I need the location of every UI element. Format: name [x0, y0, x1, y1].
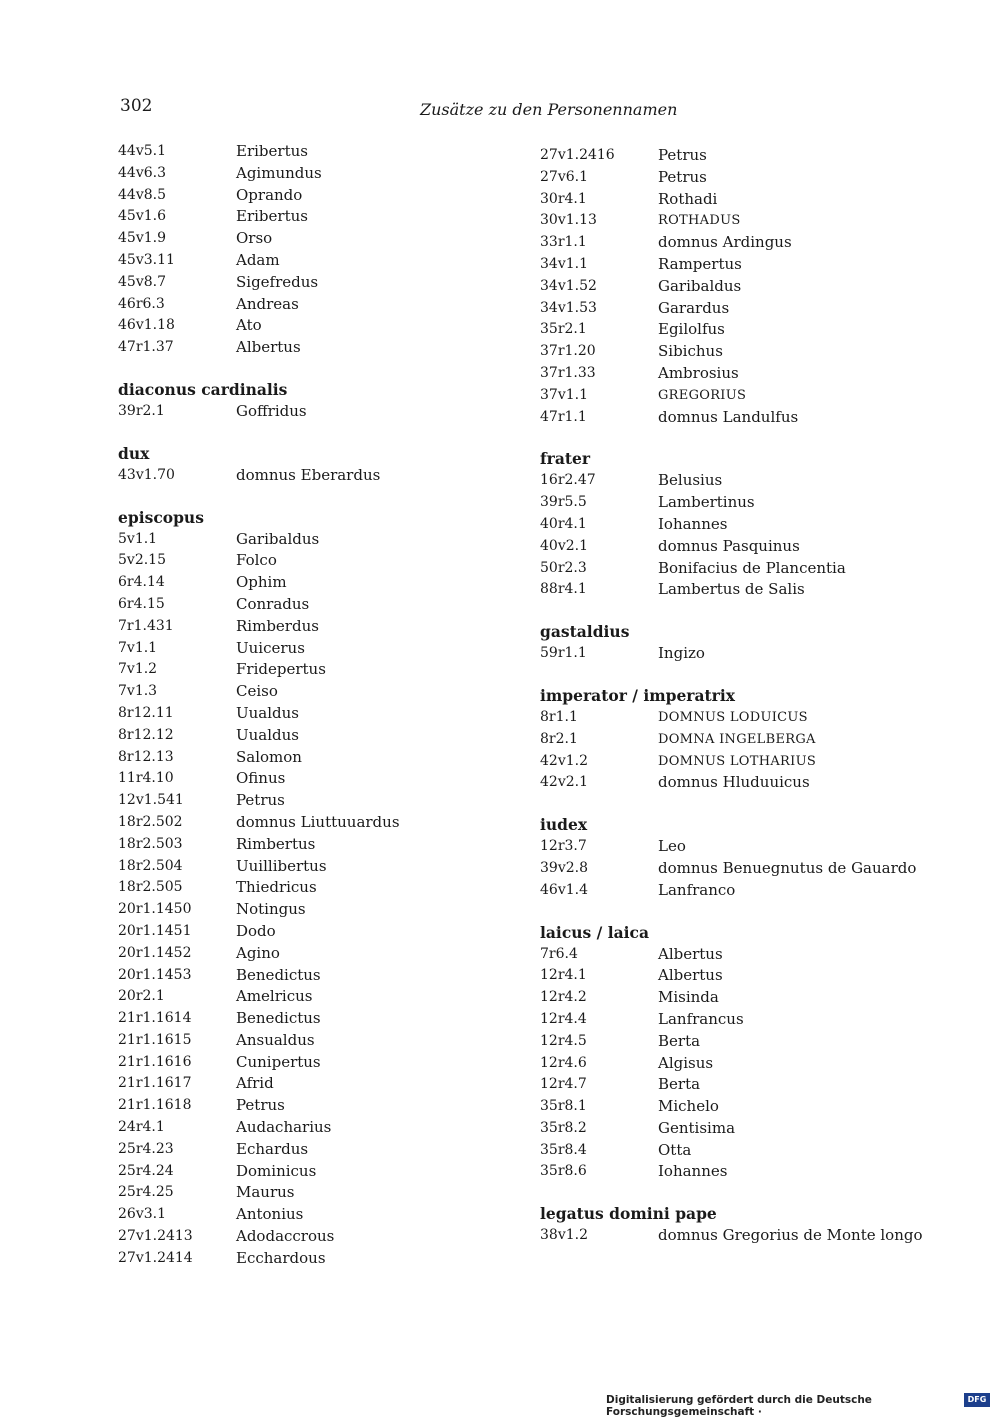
index-entry	[540, 407, 940, 429]
entry-reference: 8r12.13	[118, 748, 174, 765]
index-entry	[118, 1030, 518, 1052]
entry-reference: 27v1.2416	[540, 147, 615, 163]
entry-name: Conradus	[236, 594, 310, 613]
entry-name: Iohannes	[658, 1162, 728, 1181]
entry-name: Maurus	[236, 1183, 295, 1202]
entry-reference: 18r2.503	[118, 835, 183, 852]
index-entry	[118, 228, 518, 250]
entry-reference: 37r1.33	[540, 364, 596, 381]
entry-reference: 20r1.1451	[118, 922, 192, 939]
index-entry	[118, 1226, 518, 1248]
entry-name: Lanfranco	[658, 880, 736, 899]
index-entry	[118, 1204, 518, 1226]
entry-name: Adodaccrous	[236, 1227, 335, 1246]
entry-reference: 12r4.2	[540, 989, 587, 1006]
entry-reference: 24r4.1	[118, 1119, 165, 1136]
index-entry	[118, 681, 518, 703]
entry-reference: 21r1.1616	[118, 1053, 192, 1070]
entry-reference: 47r1.37	[118, 339, 174, 356]
entry-name: Cunipertus	[236, 1052, 321, 1071]
index-entry	[540, 1009, 940, 1031]
index-entry	[118, 943, 518, 965]
entry-name: Sigefredus	[236, 272, 319, 291]
entry-reference: 12r4.5	[540, 1032, 587, 1049]
entry-reference: 12v1.541	[118, 792, 184, 809]
index-entry	[118, 899, 518, 921]
entry-reference: 45v8.7	[118, 273, 166, 290]
entry-name: Eribertus	[236, 142, 308, 160]
index-entry	[118, 550, 518, 572]
entry-name: Garardus	[658, 298, 730, 317]
entry-reference: 30v1.13	[540, 212, 597, 229]
entry-name: DOMNUS LODUICUS	[658, 709, 808, 725]
index-group	[540, 814, 940, 901]
index-group	[540, 448, 940, 601]
entry-name: Echardus	[236, 1139, 309, 1158]
entry-name: Dominicus	[236, 1161, 317, 1180]
entry-name: Iohannes	[658, 514, 728, 533]
group-heading: laicus / laica	[540, 922, 650, 942]
entry-name: Andreas	[236, 294, 299, 313]
entry-name: Ophim	[236, 573, 287, 592]
entry-name: Uuicerus	[236, 638, 305, 657]
index-entry	[540, 363, 940, 385]
index-entry	[118, 315, 518, 337]
index-entry	[118, 768, 518, 790]
running-title: Zusätze zu den Personennamen	[420, 100, 678, 119]
entry-reference: 39r5.5	[540, 494, 587, 511]
index-entry	[118, 1248, 518, 1270]
entry-name: Petrus	[658, 146, 707, 164]
index-entry	[540, 492, 940, 514]
index-entry	[540, 210, 940, 232]
left-column	[118, 141, 518, 1270]
entry-reference: 40r4.1	[540, 515, 587, 532]
entry-name: Ecchardous	[236, 1248, 326, 1267]
entry-reference: 11r4.10	[118, 770, 174, 787]
entry-name: Garibaldus	[658, 276, 742, 295]
entry-reference: 37r1.20	[540, 343, 596, 360]
index-entry	[540, 470, 940, 492]
entry-reference: 16r2.47	[540, 472, 596, 489]
page-number: 302	[120, 96, 153, 116]
entry-reference: 8r12.12	[118, 726, 174, 743]
entry-name: Ambrosius	[658, 363, 739, 382]
entry-name: Ansualdus	[236, 1030, 315, 1049]
entry-name: Uualdus	[236, 725, 300, 744]
entry-name: DOMNA INGELBERGA	[658, 731, 816, 747]
index-entry	[118, 594, 518, 616]
index-entry	[540, 145, 940, 167]
entry-name: Albertus	[658, 944, 723, 963]
index-entry	[540, 558, 940, 580]
entry-reference: 5v2.15	[118, 552, 166, 569]
entry-reference: 42v1.2	[540, 752, 588, 769]
entry-reference: 8r2.1	[540, 730, 578, 747]
index-entry	[540, 858, 940, 880]
entry-reference: 39v2.8	[540, 859, 588, 876]
entry-reference: 12r4.4	[540, 1010, 587, 1027]
group-heading: dux	[118, 443, 150, 463]
index-entry	[118, 272, 518, 294]
entry-name: Gentisima	[658, 1118, 736, 1137]
index-entry	[118, 812, 518, 834]
index-entry	[540, 729, 940, 751]
entry-name: domnus Hluduuicus	[658, 773, 810, 792]
entry-name: Orso	[236, 229, 273, 248]
entry-reference: 5v1.1	[118, 530, 158, 547]
entry-name: Bonifacius de Plancentia	[658, 558, 846, 577]
entry-name: Berta	[658, 1075, 701, 1094]
entry-reference: 37v1.1	[540, 386, 588, 403]
entry-name: Uualdus	[236, 703, 300, 722]
entry-reference: 7r1.431	[118, 617, 174, 634]
entry-reference: 20r1.1450	[118, 901, 192, 918]
entry-reference: 25r4.25	[118, 1184, 174, 1201]
index-group	[540, 621, 940, 665]
entry-reference: 20r1.1452	[118, 944, 192, 961]
index-entry	[118, 1139, 518, 1161]
entry-reference: 18r2.504	[118, 857, 183, 874]
entry-name: Agino	[236, 943, 280, 962]
entry-name: DOMNUS LOTHARIUS	[658, 753, 817, 769]
entry-name: Petrus	[236, 791, 285, 810]
entry-name: Egilolfus	[658, 320, 725, 339]
entry-name: Goffridus	[236, 401, 307, 420]
index-entry	[540, 385, 940, 407]
entry-reference: 47r1.1	[540, 408, 587, 425]
index-entry	[118, 1117, 518, 1139]
index-entry	[118, 250, 518, 272]
index-group	[540, 922, 940, 1184]
index-group	[540, 685, 940, 794]
entry-reference: 35r2.1	[540, 321, 587, 338]
entry-reference: 18r2.505	[118, 879, 183, 896]
entry-reference: 27v6.1	[540, 168, 588, 185]
entry-name: Adam	[236, 250, 280, 269]
footer-credit: Digitalisierung gefördert durch die Deutsche Forschungsgemeinschaft ·	[606, 1394, 872, 1418]
entry-reference: 12r4.7	[540, 1076, 587, 1093]
index-entry	[118, 877, 518, 899]
index-entry	[118, 206, 518, 228]
entry-reference: 46v1.4	[540, 881, 588, 898]
entry-name: Lambertus de Salis	[658, 580, 805, 599]
entry-name: Belusius	[658, 471, 723, 490]
index-entry	[118, 747, 518, 769]
index-entry	[118, 1008, 518, 1030]
index-entry	[118, 572, 518, 594]
entry-reference: 33r1.1	[540, 234, 587, 251]
entry-name: Lanfrancus	[658, 1009, 744, 1028]
entry-name: Rampertus	[658, 254, 742, 273]
entry-name: Benedictus	[236, 965, 321, 984]
entry-reference: 35r8.1	[540, 1098, 587, 1115]
index-entry	[118, 141, 518, 163]
entry-name: domnus Landulfus	[658, 407, 799, 426]
index-entry	[118, 1161, 518, 1183]
entry-reference: 18r2.502	[118, 813, 183, 830]
entry-name: Garibaldus	[236, 529, 320, 548]
entry-name: Berta	[658, 1031, 701, 1050]
entry-reference: 44v5.1	[118, 143, 166, 159]
index-entry	[540, 579, 940, 601]
entry-name: Rimberdus	[236, 616, 319, 635]
index-entry	[540, 514, 940, 536]
entry-reference: 26v3.1	[118, 1206, 166, 1223]
entry-reference: 45v1.9	[118, 230, 166, 247]
index-entry	[540, 1161, 940, 1183]
index-entry	[118, 638, 518, 660]
entry-name: Otta	[658, 1140, 692, 1159]
entry-reference: 8r12.11	[118, 704, 174, 721]
entry-name: Sibichus	[658, 342, 723, 361]
index-entry	[540, 965, 940, 987]
index-entry	[118, 965, 518, 987]
entry-name: Lambertinus	[658, 493, 755, 512]
entry-reference: 21r1.1618	[118, 1097, 192, 1114]
index-group	[118, 507, 518, 1270]
entry-reference: 42v2.1	[540, 774, 588, 791]
entry-reference: 45v1.6	[118, 208, 166, 225]
entry-reference: 25r4.24	[118, 1162, 174, 1179]
entry-name: Rimbertus	[236, 834, 316, 853]
group-heading: diaconus cardinalis	[118, 379, 288, 399]
entry-name: Rothadi	[658, 189, 718, 208]
entry-reference: 46v1.18	[118, 317, 175, 334]
index-entry	[118, 163, 518, 185]
entry-reference: 7v1.3	[118, 683, 158, 700]
index-entry	[118, 337, 518, 359]
entry-name: Oprando	[236, 185, 303, 204]
index-entry	[540, 1140, 940, 1162]
index-entry	[540, 836, 940, 858]
group-heading: gastaldius	[540, 622, 630, 642]
entry-reference: 20r2.1	[118, 988, 165, 1005]
index-entry	[540, 1096, 940, 1118]
index-entry	[540, 319, 940, 341]
entry-reference: 30r4.1	[540, 190, 587, 207]
entry-reference: 59r1.1	[540, 645, 587, 662]
entry-reference: 35r8.4	[540, 1141, 587, 1158]
entry-name: domnus Gregorius de Monte longo	[658, 1226, 923, 1245]
entry-name: Thiedricus	[236, 878, 317, 897]
entry-name: Michelo	[658, 1097, 719, 1116]
entry-name: Petrus	[236, 1096, 285, 1115]
entry-reference: 12r4.1	[540, 967, 587, 984]
index-entry	[540, 276, 940, 298]
entry-name: Fridepertus	[236, 660, 326, 679]
index-entry	[540, 298, 940, 320]
entry-name: Audacharius	[236, 1118, 332, 1137]
entry-reference: 6r4.15	[118, 595, 165, 612]
index-entry	[118, 294, 518, 316]
entry-reference: 38v1.2	[540, 1227, 588, 1244]
index-entry	[540, 1074, 940, 1096]
entry-name: Folco	[236, 551, 277, 570]
index-entry	[118, 703, 518, 725]
entry-name: Notingus	[236, 900, 306, 919]
index-entry	[540, 1118, 940, 1140]
entry-reference: 34v1.53	[540, 299, 597, 316]
entry-name: Algisus	[658, 1053, 714, 1072]
index-entry	[540, 944, 940, 966]
entry-reference: 35r8.2	[540, 1119, 587, 1136]
index-entry	[118, 529, 518, 551]
entry-name: Eribertus	[236, 207, 308, 226]
index-entry	[540, 341, 940, 363]
entry-name: ROTHADUS	[658, 213, 741, 229]
entry-name: Ofinus	[236, 769, 286, 788]
index-entry	[540, 254, 940, 276]
group-heading: imperator / imperatrix	[540, 685, 735, 705]
entry-name: Agimundus	[236, 163, 322, 182]
entry-name: Misinda	[658, 988, 719, 1007]
entry-reference: 7v1.2	[118, 661, 158, 678]
entry-reference: 40v2.1	[540, 537, 588, 554]
index-entry	[118, 790, 518, 812]
index-entry	[118, 1182, 518, 1204]
entry-reference: 7r6.4	[540, 945, 578, 962]
index-entry	[118, 856, 518, 878]
entry-name: Petrus	[658, 167, 707, 186]
index-group	[118, 379, 518, 423]
entry-name: domnus Eberardus	[236, 465, 381, 484]
group-heading: legatus domini pape	[540, 1204, 717, 1224]
entry-name: Ato	[236, 316, 262, 335]
index-group	[118, 141, 518, 359]
entry-reference: 44v6.3	[118, 164, 166, 181]
entry-reference: 45v3.11	[118, 251, 175, 268]
index-entry	[118, 725, 518, 747]
entry-reference: 35r8.6	[540, 1163, 587, 1180]
index-entry	[118, 1052, 518, 1074]
right-column	[540, 145, 940, 1247]
index-entry	[540, 772, 940, 794]
entry-name: Benedictus	[236, 1009, 321, 1028]
entry-reference: 25r4.23	[118, 1140, 174, 1157]
entry-name: domnus Pasquinus	[658, 536, 800, 555]
entry-reference: 27v1.2413	[118, 1228, 193, 1245]
entry-name: domnus Liuttuuardus	[236, 812, 400, 831]
entry-reference: 34v1.52	[540, 277, 597, 294]
entry-reference: 7v1.1	[118, 639, 158, 656]
group-heading: iudex	[540, 815, 588, 835]
entry-reference: 21r1.1617	[118, 1075, 192, 1092]
entry-reference: 39r2.1	[118, 402, 165, 419]
index-entry	[540, 536, 940, 558]
entry-reference: 12r3.7	[540, 838, 587, 855]
index-entry	[540, 232, 940, 254]
index-entry	[118, 465, 518, 487]
index-entry	[540, 880, 940, 902]
entry-name: Amelricus	[236, 987, 313, 1006]
entry-name: Antonius	[236, 1205, 304, 1224]
entry-name: Afrid	[236, 1074, 274, 1093]
index-entry	[540, 1225, 940, 1247]
entry-name: Albertus	[658, 966, 723, 985]
entry-name: Ingizo	[658, 644, 705, 663]
index-group	[540, 145, 940, 428]
index-entry	[118, 986, 518, 1008]
index-group	[118, 443, 518, 487]
index-entry	[540, 167, 940, 189]
entry-name: Salomon	[236, 747, 302, 766]
index-entry	[118, 1073, 518, 1095]
index-entry	[118, 659, 518, 681]
index-entry	[540, 643, 940, 665]
index-entry	[118, 616, 518, 638]
entry-reference: 8r1.1	[540, 708, 578, 725]
index-entry	[540, 189, 940, 211]
group-heading: frater	[540, 449, 591, 469]
entry-name: Uuillibertus	[236, 856, 327, 875]
entry-name: Ceiso	[236, 682, 278, 701]
index-entry	[540, 1031, 940, 1053]
index-entry	[540, 707, 940, 729]
entry-name: domnus Ardingus	[658, 233, 792, 252]
entry-reference: 50r2.3	[540, 559, 587, 576]
entry-reference: 6r4.14	[118, 574, 165, 591]
index-entry	[118, 1095, 518, 1117]
entry-name: Dodo	[236, 921, 276, 940]
entry-name: Albertus	[236, 338, 301, 357]
entry-reference: 12r4.6	[540, 1054, 587, 1071]
entry-reference: 43v1.70	[118, 466, 175, 483]
index-entry	[118, 834, 518, 856]
entry-name: GREGORIUS	[658, 387, 747, 403]
index-entry	[118, 185, 518, 207]
group-heading: episcopus	[118, 507, 204, 527]
entry-name: domnus Benuegnutus de Gauardo	[658, 858, 917, 877]
entry-name: Leo	[658, 837, 686, 856]
entry-reference: 27v1.2414	[118, 1249, 193, 1266]
index-entry	[118, 921, 518, 943]
index-entry	[540, 987, 940, 1009]
entry-reference: 88r4.1	[540, 581, 587, 598]
entry-reference: 21r1.1614	[118, 1010, 192, 1027]
entry-reference: 20r1.1453	[118, 966, 192, 983]
dfg-logo: DFG	[964, 1393, 990, 1407]
index-group	[540, 1203, 940, 1247]
entry-reference: 34v1.1	[540, 255, 588, 272]
entry-reference: 21r1.1615	[118, 1031, 192, 1048]
entry-reference: 44v8.5	[118, 186, 166, 203]
index-entry	[540, 751, 940, 773]
index-entry	[540, 1053, 940, 1075]
entry-reference: 46r6.3	[118, 295, 165, 312]
index-entry	[118, 401, 518, 423]
